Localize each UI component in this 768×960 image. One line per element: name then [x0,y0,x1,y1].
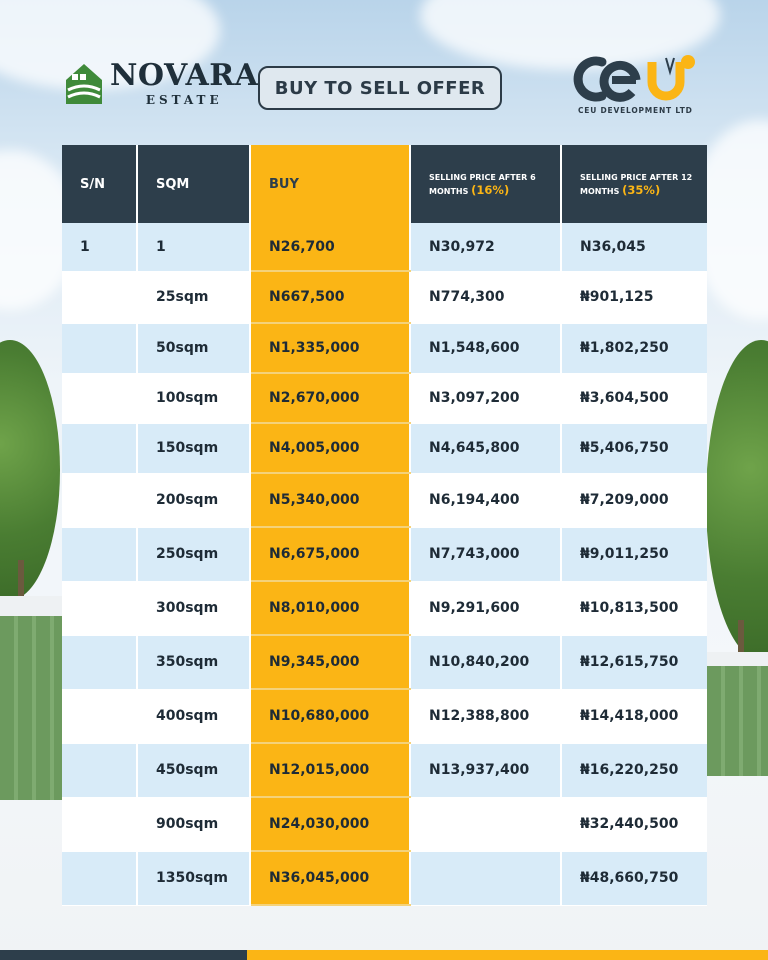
cell-sqm: 450sqm [137,743,250,797]
partner-subtitle: CEU DEVELOPMENT LTD [578,106,693,115]
cell-sell12: ₦3,604,500 [561,373,707,423]
cell-sell12: ₦14,418,000 [561,689,707,743]
header-sell-12-months [561,145,707,223]
cell-sqm: 300sqm [137,581,250,635]
table-row [62,635,707,689]
brand-name: NOVARA [110,58,259,93]
offer-title-badge [258,66,502,110]
cell-sell6: N9,291,600 [410,581,561,635]
cell-sqm: 25sqm [137,271,250,323]
cell-buy: N24,030,000 [250,797,410,851]
pricing-table [62,145,707,906]
table-row [62,851,707,905]
table-row [62,743,707,797]
cell-sell12: ₦10,813,500 [561,581,707,635]
header-sell-6-months [410,145,561,223]
table-row [62,373,707,423]
cell-sqm: 50sqm [137,323,250,373]
cell-sn [62,423,137,473]
table-row [62,473,707,527]
header-sell-6-pct: (16%) [471,182,510,197]
cell-sn [62,373,137,423]
cell-sn [62,851,137,905]
cell-sqm: 100sqm [137,373,250,423]
footer-bar-navy [0,950,247,960]
cell-sell6: N774,300 [410,271,561,323]
header-sqm: SQM [137,145,250,223]
cell-sell6: N30,972 [410,223,561,271]
novara-logo [64,60,258,108]
cell-buy: N26,700 [250,223,410,271]
cell-sqm: 1350sqm [137,851,250,905]
cell-buy: N1,335,000 [250,323,410,373]
cell-sn [62,473,137,527]
cell-sell12: ₦5,406,750 [561,423,707,473]
header-buy: BUY [250,145,410,223]
cell-sn [62,527,137,581]
cell-sn [62,581,137,635]
cell-sqm: 150sqm [137,423,250,473]
cell-buy: N2,670,000 [250,373,410,423]
cell-sqm: 200sqm [137,473,250,527]
cell-sqm: 900sqm [137,797,250,851]
cell-buy: N12,015,000 [250,743,410,797]
ceu-logo [572,52,704,116]
table-row [62,527,707,581]
cell-sell12: ₦901,125 [561,271,707,323]
cell-sell6 [410,797,561,851]
cell-sell6: N3,097,200 [410,373,561,423]
cell-sqm: 350sqm [137,635,250,689]
tree-right [706,340,768,660]
header-sell-12-label: SELLING PRICE AFTER 12 MONTHS [580,172,693,196]
wall-right [707,666,768,776]
table-row [62,581,707,635]
cell-sqm: 1 [137,223,250,271]
table-row [62,423,707,473]
cell-sell6: N4,645,800 [410,423,561,473]
cell-sell6: N1,548,600 [410,323,561,373]
ceu-logo-mark [572,52,704,108]
cell-buy: N4,005,000 [250,423,410,473]
cell-sell12: ₦16,220,250 [561,743,707,797]
cell-sell12: ₦1,802,250 [561,323,707,373]
table-header-row [62,145,707,223]
table-row [62,271,707,323]
cell-buy: N5,340,000 [250,473,410,527]
cell-buy: N36,045,000 [250,851,410,905]
cell-sell12: ₦9,011,250 [561,527,707,581]
cell-sell6 [410,851,561,905]
cell-sell12: N36,045 [561,223,707,271]
cell-sell12: ₦32,440,500 [561,797,707,851]
table-body [62,223,707,905]
cell-sell6: N13,937,400 [410,743,561,797]
cell-sell6: N7,743,000 [410,527,561,581]
cell-sn [62,635,137,689]
cell-buy: N10,680,000 [250,689,410,743]
wall-cap-right [707,652,768,666]
cell-sell12: ₦7,209,000 [561,473,707,527]
cell-sn [62,689,137,743]
cell-sell6: N12,388,800 [410,689,561,743]
cell-buy: N667,500 [250,271,410,323]
cell-sell6: N10,840,200 [410,635,561,689]
wall-cap-left [0,596,62,616]
cell-sn [62,323,137,373]
brand-subtitle: ESTATE [145,93,223,107]
cell-buy: N6,675,000 [250,527,410,581]
cell-sn [62,797,137,851]
cell-sqm: 400sqm [137,689,250,743]
novara-house-icon [64,60,104,108]
cell-sn [62,271,137,323]
cell-buy: N8,010,000 [250,581,410,635]
cell-sell6: N6,194,400 [410,473,561,527]
cell-sn [62,743,137,797]
offer-title: BUY TO SELL OFFER [274,77,486,99]
table-row [62,797,707,851]
tree-trunk-left [18,560,24,600]
wall-left [0,616,62,800]
table-row [62,223,707,271]
cell-sn: 1 [62,223,137,271]
cell-sell12: ₦12,615,750 [561,635,707,689]
tree-left [0,340,60,600]
footer-bar-yellow [247,950,768,960]
cell-sqm: 250sqm [137,527,250,581]
table-row [62,323,707,373]
cell-sell12: ₦48,660,750 [561,851,707,905]
header-sell-12-pct: (35%) [622,182,661,197]
table-row [62,689,707,743]
cell-buy: N9,345,000 [250,635,410,689]
header-sn: S/N [62,145,137,223]
header-sell-6-label: SELLING PRICE AFTER 6 MONTHS [429,172,536,196]
